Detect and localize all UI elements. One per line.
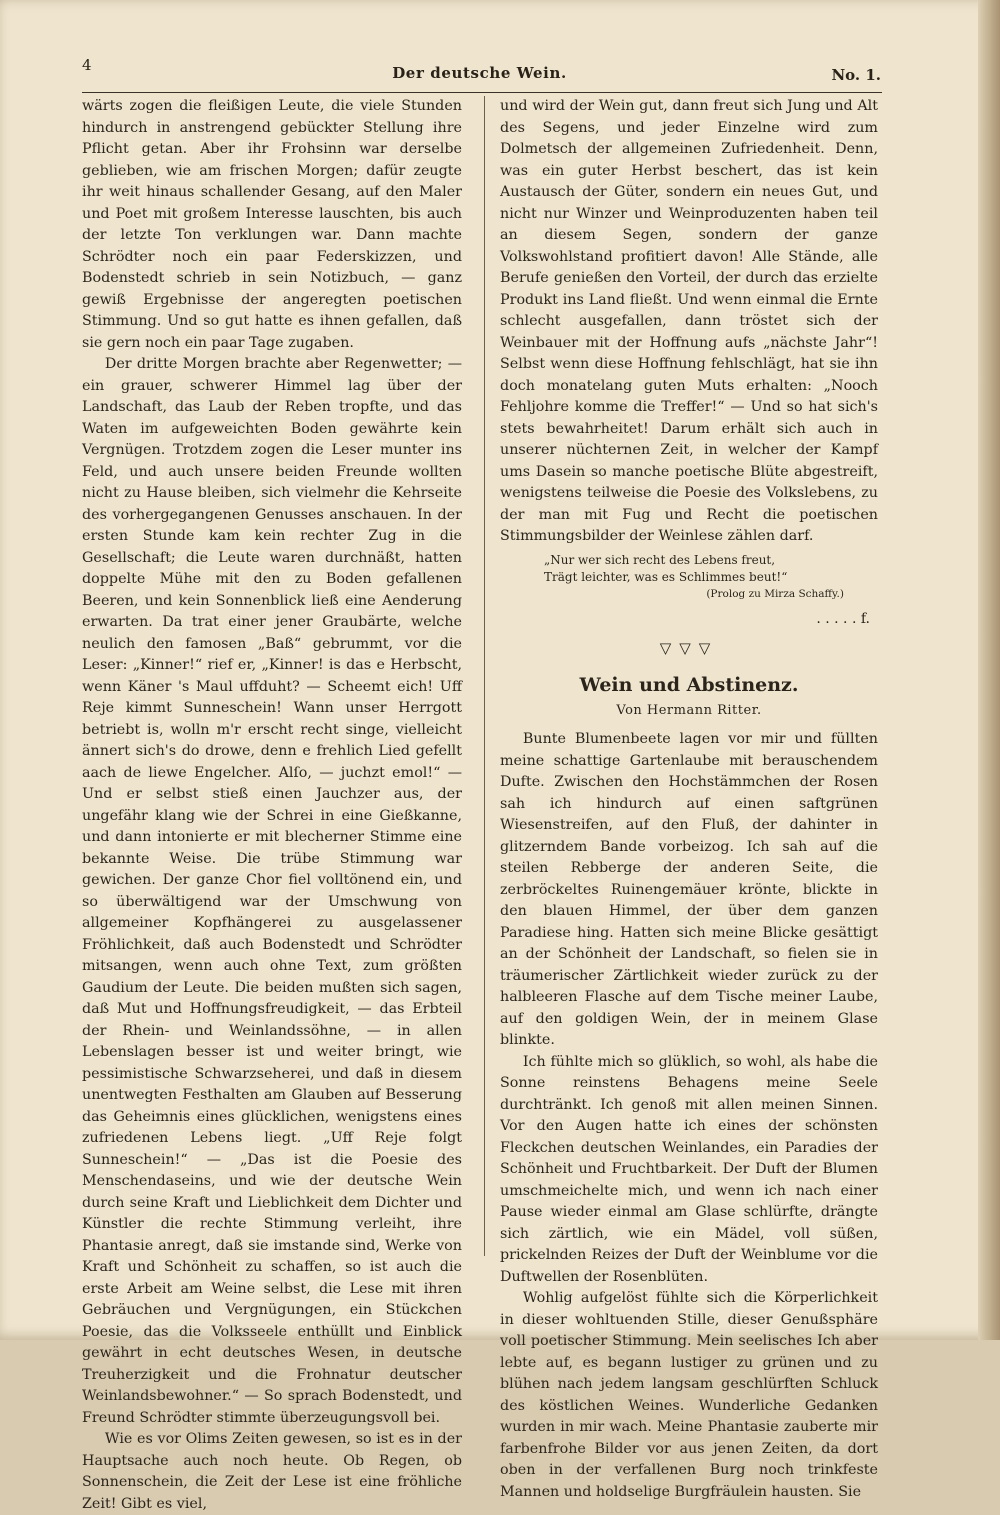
paragraph: und wird der Wein gut, dann freut sich Jung und Alt des Segens, und jeder Einzelne wird zum Dolmetsch der allgemeinen Zufriedenheit. Denn, was ein guter Herbst beschert, das ist kein Austausch der Güter, sondern ein neues Gut, und nicht nur Winzer und Weinproduzenten haben teil an diesem Segen, sondern der ganze Volkswohlstand profitiert davon! Alle Stände, alle Berufe genießen den Vorteil, der durch das erzielte Produkt ins Land fließt. Und wenn einmal die Ernte schlecht ausgefallen, dann tröstet sich der Weinbauer mit der Hoffnung aufs „nächste Jahr“! Selbst wenn diese Hoffnung fehlschlägt, hat sie ihn doch monatelang guten Muts erhalten: „Nooch Fehljohre komme die Treffer!“ — Und so hat sich's stets bewahrheitet! Darum erhält sich auch in unserer nüchternen Zeit, in welcher der Kampf ums Dasein so manche poetische Blüte abgestreift, wenigstens teilweise die Poesie des Volkslebens, zu der man mit Fug und Recht die poetischen Stimmungsbilder der Weinlese zählen darf. <box>500 98 878 544</box>
article-byline: Von Hermann Ritter. <box>616 702 762 718</box>
paragraph: Der dritte Morgen brachte aber Regenwetter; — ein grauer, schwerer Himmel lag über der Landschaft, das Laub der Reben tropfte, und das Waten im aufgeweichten Boden gewährte kein Vergnügen. Trotzdem zogen die Leser munter ins Feld, und auch unsere beiden Freunde wollten nicht zu Hause bleiben, sich vielmehr die Kehrseite des vorhergegangenen Genusses anschauen. In der ersten Stunde kam kein rechter Zug in die Gesellschaft; die Leute waren durchnäßt, hatten doppelte Mühe mit den zu Boden gefallenen Beeren, und kein Sonnenblick ließ eine Aenderung erwarten. Da trat einer jener Graubärte, welche neulich den famosen „Baß“ gebrummt, vor die Leser: „Kinner!“ rief er, „Kinner! is das e Herbscht, wenn Käner 's Maul uffduht? — Scheemt eich! Uff Reje kimmt Sunneschein! Wann unser Herrgott betriebt is, wolln m'r erscht recht singe, vielleicht ännert sich's do drowe, denn e frehlich Lied gefellt aach de liewe Engelcher. Alſo, — juchzt emol!“ — Und er selbst stieß einen Jauchzer aus, der ungefähr klang wie der Schrei in eine Gießkanne, und dann intonierte er mit blecherner Stimme eine bekannte Weise. Die trübe Stimmung war gewichen. Der ganze Chor fiel volltönend ein, und so überwältigend war der Umschwung von allgemeiner Kopfhängerei zu ausgelassener Fröhlichkeit, daß auch Bodenstedt und Schrödter mitsangen, wenn auch ohne Text, zum größten Gaudium der Leute. Die beiden mußten sich sagen, daß Mut und Hoffnungsfreudigkeit, — das Erbteil der Rhein- und Weinlandssöhne, — in allen Lebenslagen besser ist und weiter bringt, wie pessimistische Schwarzseherei, und daß in diesem unentwegten Festhalten am Glauben auf Besserung das Geheimnis eines glücklichen, wenigstens eines zufriedenen Lebens liegt. „Uff Reje folgt Sunneschein!“ — „Das ist die Poesie des Menschendaseins, und wie der deutsche Wein durch seine Kraft und Lieblichkeit dem Dichter und Künstler die rechte Stimmung verleiht, ihre Phantasie anregt, daß sie imstande sind, Werke von Kraft und Schönheit zu schaffen, so ist auch die erste Arbeit am Weine selbst, die Lese mit ihren Gebräuchen und Vergnügungen, ein Stückchen Poesie, das die Volksseele enthüllt und Einblick gewährt in echt deutsches Wesen, in deutsche Treuherzigkeit und die Frohnatur deutscher Weinlandsbewohner.“ — So sprach Bodenstedt, und Freund Schrödter stimmte überzeugungsvoll bei. <box>82 356 462 1426</box>
paragraph: wärts zogen die fleißigen Leute, die viele Stunden hindurch in anstrengend gebückter Stellung ihre Pflicht getan. Aber ihr Frohsinn war derselbe geblieben, wie am frischen Morgen; dafür zeugte ihr weit hinaus schallender Gesang, auf den Maler und Poet mit großem Interesse lauschten, bis auch der letzte Ton verklungen war. Dann machte Schrödter noch ein paar Federskizzen, und Bodenstedt schrieb in sein Notizbuch, — ganz gewiß Ergebnisse der angeregten poetischen Stimmung. Und so gut hatte es ihnen gefallen, daß sie gern noch ein paar Tage zugaben. <box>82 98 462 351</box>
paragraph: Wohlig aufgelöst fühlte sich die Körperlichkeit in dieser wohltuenden Stille, dieser Genußsphäre voll poetischer Stimmung. Mein seelisches Ich aber lebte auf, es begann lustiger zu grünen und zu blühen nach jedem langsam geschlürften Schluck des köstlichen Weines. Wunderliche Gedanken wurden in mir wach. Meine Phantasie zauberte mir farbenfrohe Bilder vor aus jenen Zeiten, da dort oben in der verfallenen Burg noch trinkfeste Mannen und holdselige Burgfräulein hausten. Sie <box>500 1290 878 1500</box>
paragraph: Bunte Blumenbeete lagen vor mir und füllten meine schattige Gartenlaube mit berauschendem Dufte. Zwischen den Hochstämmchen der Rosen sah ich hindurch auf einen saftgrünen Wiesenstreifen, auf den Fluß, der dahinter in glitzerndem Bande vorbeizog. Ich sah auf die steilen Rebberge der anderen Seite, die zerbröckeltes Ruinengemäuer krönte, blickte in den blauen Himmel, der über dem ganzen Paradiese hing. Hatten sich meine Blicke gesättigt an der Schönheit der Landschaft, so fielen sie in träumerischer Zärtlichkeit wieder zurück zu der halbleeren Flasche auf dem Tische meiner Laube, auf den goldigen Wein, der in meinem Glase blinkte. <box>500 731 878 1048</box>
page-number: 4 <box>82 56 92 74</box>
running-title: Der deutsche Wein. <box>392 64 567 82</box>
header-rule <box>82 92 882 93</box>
right-column <box>500 96 878 1503</box>
poem-quote <box>544 552 878 603</box>
page-edge-shadow <box>978 0 1000 1340</box>
poem-credit: (Prolog zu Mirza Schaffy.) <box>706 587 844 600</box>
issue-number: No. 1. <box>831 66 881 84</box>
article-title: Wein und Abstinenz. <box>579 673 799 696</box>
section-ornament-icon: ▽▽▽ <box>659 639 719 657</box>
poem-line: Trägt leichter, was es Schlimmes beut!“ <box>544 569 788 584</box>
paragraph: Wie es vor Olims Zeiten gewesen, so ist es in der Hauptsache auch noch heute. Ob Regen, ob Sonnenschein, die Zeit der Lese ist eine fröhliche Zeit! Gibt es viel, <box>82 1431 462 1512</box>
poem-line: „Nur wer sich recht des Lebens freut, <box>544 552 776 567</box>
paragraph: Ich fühlte mich so glüklich, so wohl, als habe die Sonne reinstens Behagens meine Seele durchtränkt. Ich genoß mit allen meinen Sinnen. Vor den Augen hatte ich eines der schönsten Fleckchen deutschen Weinlandes, ein Paradies der Schönheit und Fruchtbarkeit. Der Duft der Blumen umschmeichelte mich, und wenn ich nach einer Pause wieder einmal am Glase schlürfte, drängte sich zärtlich, wie ein Mädel, voll süßen, prickelnden Reizes der Duft der Weinblume vor die Duftwellen der Rosenblüten. <box>500 1053 878 1285</box>
left-column <box>82 96 462 1515</box>
column-divider <box>484 96 485 1256</box>
page-header <box>82 56 881 84</box>
author-signature: . . . . . f. <box>816 610 870 627</box>
